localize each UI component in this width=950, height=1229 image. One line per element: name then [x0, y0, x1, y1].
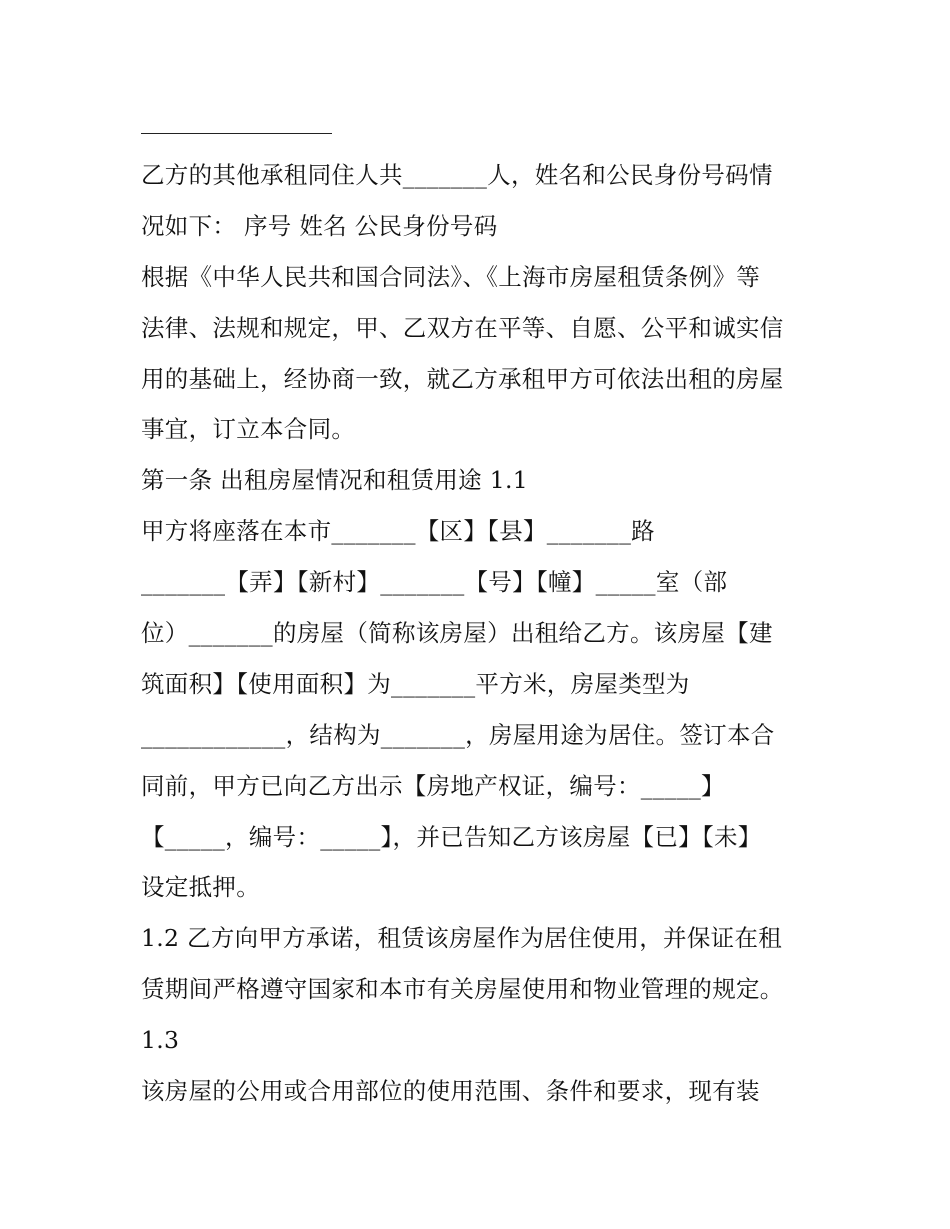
text-line: 乙方的其他承租同住人共_______人，姓名和公民身份号码情	[141, 161, 773, 189]
text-line: ____________，结构为_______，房屋用途为居住。签订本合	[141, 720, 775, 749]
text-line: 根据《中华人民共和国合同法》、《上海市房屋租赁条例》等	[141, 262, 761, 291]
text-line: 事宜，订立本合同。	[141, 415, 356, 444]
text-line: 赁期间严格遵守国家和本市有关房屋使用和物业管理的规定。	[141, 975, 784, 1004]
text-line: 用的基础上，经协商一致，就乙方承租甲方可依法出租的房屋	[141, 364, 784, 393]
text-line: 位）_______的房屋（简称该房屋）出租给乙方。该房屋【建	[141, 619, 773, 648]
text-line: 该房屋的公用或合用部位的使用范围、条件和要求，现有装	[141, 1077, 760, 1106]
clause-number-line: 1.3	[141, 1026, 180, 1055]
text-line: 【_____，编号：_____】，并已告知乙方该房屋【已】【未】	[141, 822, 762, 851]
text-line: 甲方将座落在本市_______【区】【县】_______路	[141, 517, 655, 546]
text-line: 同前，甲方已向乙方出示【房地产权证，编号：_____】	[141, 771, 725, 800]
text-line: 设定抵押。	[141, 873, 260, 902]
text-line: 筑面积】【使用面积】为_______平方米，房屋类型为	[141, 669, 690, 698]
top-signature-line	[141, 133, 332, 134]
text-line: _______【弄】【新村】_______【号】【幢】_____室（部	[141, 568, 728, 597]
text-line: 1.2 乙方向甲方承诺，租赁该房屋作为居住使用，并保证在租	[141, 924, 783, 953]
text-line: 法律、法规和规定，甲、乙双方在平等、自愿、公平和诚实信	[141, 313, 784, 342]
section-heading-line: 第一条 出租房屋情况和租赁用途 1.1	[141, 466, 529, 495]
contract-body	[141, 150, 821, 1117]
text-line: 况如下： 序号 姓名 公民身份号码	[141, 211, 498, 240]
